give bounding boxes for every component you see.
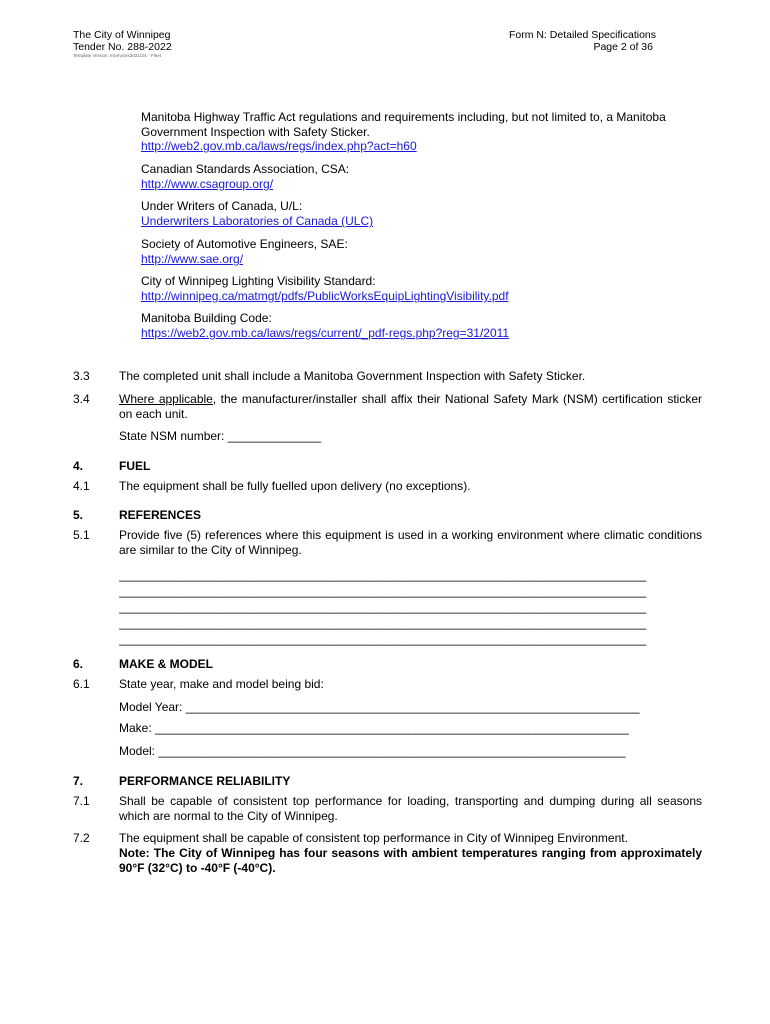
section-7-heading: PERFORMANCE RELIABILITY: [119, 774, 291, 788]
where-applicable-text: Where applicable: [119, 392, 213, 406]
section-3-4-text: [119, 392, 702, 422]
temperature-note: Note: The City of Winnipeg has four seasons with ambient temperatures ranging from approximately 90°F (32°C) to -40°F (-40°C).: [119, 846, 702, 875]
section-5-heading: REFERENCES: [119, 508, 202, 522]
reference-blank-line-5[interactable]: _______________________________________________________________________________: [119, 632, 647, 646]
ref-manitoba-hta-link[interactable]: http://web2.gov.mb.ca/laws/regs/index.php?act=h60: [141, 139, 417, 153]
reference-blank-line-4[interactable]: _______________________________________________________________________________: [119, 616, 647, 630]
section-4-heading: FUEL: [119, 459, 151, 473]
nsm-number-field[interactable]: State NSM number: ______________: [119, 429, 322, 443]
ref-csa-link[interactable]: http://www.csagroup.org/: [141, 177, 274, 191]
section-4-1-text: The equipment shall be fully fuelled upon delivery (no exceptions).: [119, 479, 471, 493]
ref-csa-label: Canadian Standards Association, CSA:: [141, 162, 350, 176]
section-3-4-rest: , the manufacturer/installer shall affix their National Safety Mark (NSM) certification sticker on each unit.: [119, 392, 702, 421]
section-6-heading: MAKE & MODEL: [119, 657, 213, 671]
ref-lighting-label: City of Winnipeg Lighting Visibility Standard:: [141, 274, 376, 288]
section-7-1-text: Shall be capable of consistent top performance for loading, transporting and dumping during all seasons which are normal to the City of Winnipeg.: [119, 794, 702, 823]
section-3-3-number: 3.3: [73, 369, 90, 383]
section-7-2-number: 7.2: [73, 831, 90, 845]
header-org: The City of Winnipeg: [73, 29, 171, 41]
section-7-2-text: The equipment shall be capable of consistent top performance in City of Winnipeg Environment.: [119, 831, 628, 845]
header-form-title: Form N: Detailed Specifications: [508, 29, 656, 41]
section-5-1-number: 5.1: [73, 528, 90, 542]
make-field[interactable]: Make: _______________________________________________________________________: [119, 721, 629, 735]
section-3-3-text: The completed unit shall include a Manitoba Government Inspection with Safety Sticker.: [119, 369, 586, 383]
header-template-version: Template Version: eServices2021101 - Fleet: [73, 53, 161, 58]
model-field[interactable]: Model: ______________________________________________________________________: [119, 744, 626, 758]
model-year-field[interactable]: Model Year: ____________________________________________________________________: [119, 700, 640, 714]
ref-ul-link[interactable]: Underwriters Laboratories of Canada (ULC): [141, 214, 374, 228]
ref-ul-label: Under Writers of Canada, U/L:: [141, 199, 303, 213]
ref-lighting-link[interactable]: http://winnipeg.ca/matmgt/pdfs/PublicWorksEquipLightingVisibility.pdf: [141, 289, 509, 303]
ref-sae-link[interactable]: http://www.sae.org/: [141, 252, 244, 266]
ref-building-code-link[interactable]: https://web2.gov.mb.ca/laws/regs/current/_pdf-regs.php?reg=31/2011: [141, 326, 510, 340]
section-4-1-number: 4.1: [73, 479, 90, 493]
reference-blank-line-3[interactable]: _______________________________________________________________________________: [119, 600, 647, 614]
reference-blank-line-2[interactable]: _______________________________________________________________________________: [119, 584, 647, 598]
section-6-number: 6.: [73, 657, 84, 671]
ref-manitoba-hta-line2: Government Inspection with Safety Sticker.: [141, 125, 370, 139]
header-page-number: Page 2 of 36: [593, 41, 653, 53]
ref-sae-label: Society of Automotive Engineers, SAE:: [141, 237, 348, 251]
section-7-number: 7.: [73, 774, 84, 788]
section-3-4-number: 3.4: [73, 392, 90, 406]
section-4-number: 4.: [73, 459, 84, 473]
section-5-number: 5.: [73, 508, 84, 522]
section-6-1-text: State year, make and model being bid:: [119, 677, 324, 691]
section-7-1-number: 7.1: [73, 794, 90, 808]
header-tender: Tender No. 288-2022: [73, 41, 172, 53]
section-5-1-text: Provide five (5) references where this equipment is used in a working environment where climatic conditions are similar to the City of Winnipeg.: [119, 528, 702, 557]
ref-building-code-label: Manitoba Building Code:: [141, 311, 272, 325]
section-6-1-number: 6.1: [73, 677, 90, 691]
reference-blank-line-1[interactable]: _______________________________________________________________________________: [119, 568, 647, 582]
ref-manitoba-hta-line1: Manitoba Highway Traffic Act regulations and requirements including, but not limited to, a Manitoba: [141, 110, 666, 124]
